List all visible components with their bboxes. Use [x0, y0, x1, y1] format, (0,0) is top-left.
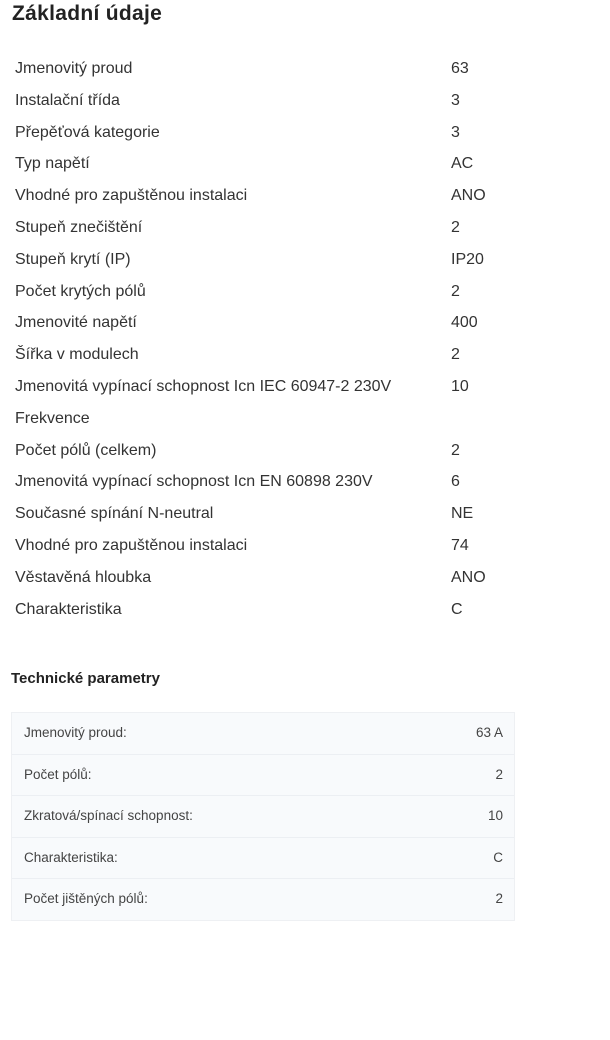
spec-label: Počet pólů (celkem) [15, 441, 157, 459]
spec-label: Současné spínání N-neutral [15, 505, 214, 523]
spec-value: ANO [451, 568, 486, 586]
param-row [12, 754, 514, 796]
spec-value: 10 [451, 377, 469, 395]
spec-value: 2 [451, 441, 460, 459]
spec-row [15, 498, 535, 530]
param-row [12, 795, 514, 837]
spec-row [15, 435, 535, 467]
spec-value: 74 [451, 536, 469, 554]
spec-value: 400 [451, 314, 478, 332]
spec-label: Jmenovitý proud [15, 60, 133, 77]
param-label: Zkratová/spínací schopnost: [24, 808, 193, 823]
spec-row [15, 212, 535, 244]
param-row [12, 713, 514, 754]
spec-row [15, 594, 535, 626]
param-label: Počet jištěných pólů: [24, 891, 148, 906]
param-label: Charakteristika: [24, 849, 118, 865]
spec-row [15, 339, 535, 371]
spec-label: Vhodné pro zapuštěnou instalaci [15, 187, 248, 205]
spec-value: 2 [451, 282, 460, 300]
param-label: Počet pólů: [24, 766, 92, 782]
spec-row [15, 371, 535, 403]
param-value: 2 [495, 891, 503, 906]
spec-value: AC [451, 155, 474, 173]
spec-value: NE [451, 505, 474, 523]
spec-label: Typ napětí [15, 155, 90, 173]
spec-row [15, 530, 535, 562]
technical-params-table [11, 712, 515, 921]
spec-row [15, 307, 535, 339]
section-title-basic: Základní údaje [12, 2, 163, 25]
spec-row [15, 562, 535, 594]
spec-row [15, 466, 535, 498]
param-value: 63 A [475, 725, 503, 740]
basic-specs-list [15, 53, 535, 625]
spec-row [15, 117, 535, 149]
spec-label: Počet krytých pólů [15, 282, 146, 300]
spec-value: 2 [451, 218, 460, 236]
spec-value: 6 [451, 473, 460, 491]
spec-label: Věstavěná hloubka [15, 568, 152, 586]
spec-label: Charakteristika [15, 600, 122, 618]
spec-value: ANO [451, 187, 486, 205]
spec-label: Frekvence [15, 409, 90, 427]
param-row [12, 878, 514, 920]
spec-label: Vhodné pro zapuštěnou instalaci [15, 536, 248, 554]
spec-row [15, 180, 535, 212]
spec-label: Jmenovité napětí [15, 314, 137, 332]
spec-row [15, 244, 535, 276]
param-row [12, 837, 514, 879]
spec-row [15, 403, 535, 435]
spec-label: Jmenovitá vypínací schopnost Icn IEC 60947-2 230V [15, 377, 392, 395]
spec-label: Stupeň krytí (IP) [15, 250, 131, 268]
param-label: Jmenovitý proud: [24, 725, 127, 740]
spec-value: C [451, 600, 463, 618]
spec-row [15, 53, 535, 85]
param-value: 2 [495, 766, 503, 782]
spec-row [15, 148, 535, 180]
spec-value: 63 [451, 60, 469, 77]
param-value: 10 [487, 808, 503, 823]
spec-label: Přepěťová kategorie [15, 123, 160, 141]
spec-value: 2 [451, 346, 460, 364]
spec-value: IP20 [451, 250, 484, 268]
param-value: C [493, 849, 503, 865]
spec-label: Stupeň znečištění [15, 218, 143, 236]
spec-value: 3 [451, 123, 460, 141]
spec-label: Jmenovitá vypínací schopnost Icn EN 60898 230V [15, 473, 373, 491]
spec-value: 3 [451, 91, 460, 109]
spec-row [15, 85, 535, 117]
spec-label: Instalační třída [15, 91, 120, 109]
spec-row [15, 276, 535, 308]
section-title-technical: Technické parametry [11, 670, 160, 687]
spec-label: Šířka v modulech [15, 346, 139, 364]
